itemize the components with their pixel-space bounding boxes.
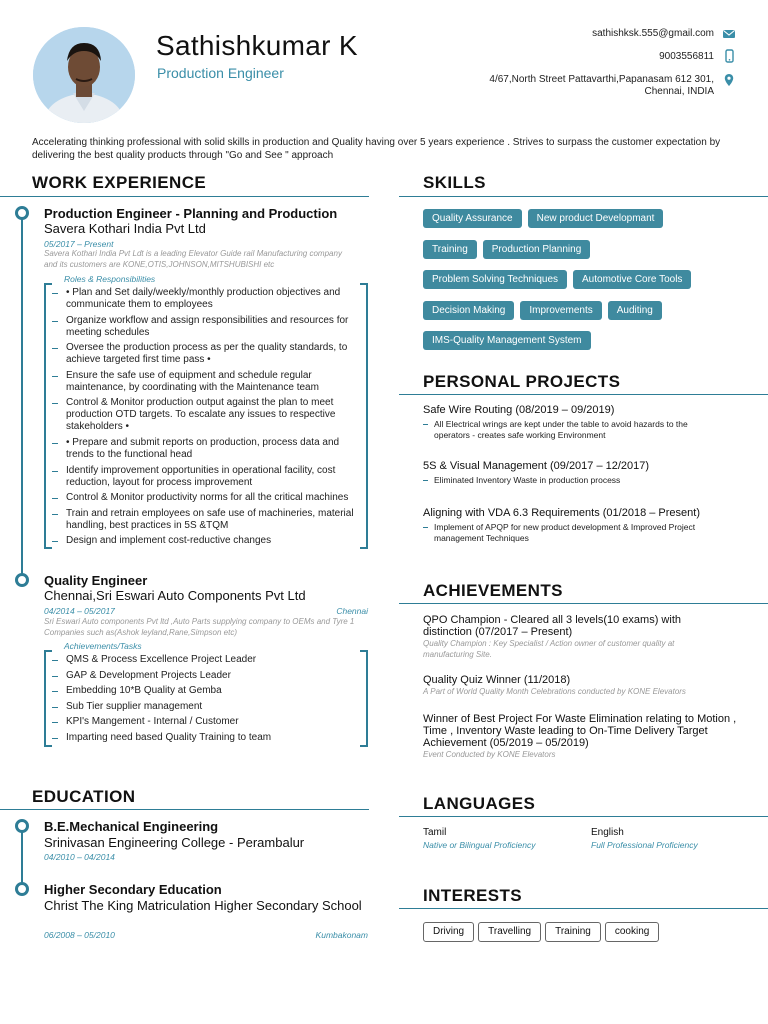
profile-photo	[33, 27, 135, 123]
timeline-dot	[15, 819, 29, 833]
job-description: Savera Kothari India Pvt Ldt is a leading Elevator Guide rail Manufacturing company and its customers are KONE,OTIS,JOHNSON,MITSHUBISHI etc	[44, 249, 342, 269]
job-dates: 05/2017 – Present	[44, 239, 114, 249]
skill-chip: Production Planning	[483, 240, 591, 259]
map-pin-icon	[722, 73, 736, 87]
list-item: Control & Monitor productivity norms for all the critical machines	[52, 492, 356, 504]
job-title: Production Engineer - Planning and Production	[44, 206, 338, 221]
project-title: Safe Wire Routing (08/2019 – 09/2019)	[423, 404, 615, 416]
language-level: Native or Bilingual Proficiency	[423, 840, 536, 850]
list-item: Identify improvement opportunities in operational facility, cost reduction, layout for process improvement	[52, 465, 356, 489]
project-title: Aligning with VDA 6.3 Requirements (01/2018 – Present)	[423, 507, 700, 519]
project-description: All Electrical wrings are kept under the table to avoid hazards to the operators - creates safe working Environment	[423, 419, 723, 440]
job-achievements-list	[44, 650, 368, 747]
skill-chip: Training	[423, 240, 477, 259]
skill-chip: Improvements	[520, 301, 601, 320]
address-line-1: 4/67,North Street Pattavarthi,Papanasam 612 301,	[489, 74, 714, 85]
achievement-description: A Part of World Quality Month Celebrations conducted by KONE Elevators	[423, 687, 686, 696]
language-name: English	[591, 827, 624, 838]
education-school: Srinivasan Engineering College - Perambalur	[44, 835, 305, 850]
interest-chip: Travelling	[478, 922, 541, 942]
job-responsibilities-list	[44, 283, 368, 549]
skills-heading: SKILLS	[423, 173, 486, 192]
job-company: Chennai,Sri Eswari Auto Components Pvt Ltd	[44, 588, 306, 603]
interests-rule	[399, 908, 768, 909]
job-company: Savera Kothari India Pvt Ltd	[44, 221, 206, 236]
list-item: Control & Monitor production output against the plan to meet production OTD targets. To escalate any issues to respective stakeholders •	[52, 397, 356, 433]
project-description: Eliminated Inventory Waste in production process	[423, 475, 723, 486]
achievements-heading: ACHIEVEMENTS	[423, 581, 563, 600]
work-experience-heading: WORK EXPERIENCE	[32, 173, 207, 192]
list-item: • Prepare and submit reports on production, process data and trends to the functional head	[52, 437, 356, 461]
project-description: Implement of APQP for new product development & Improved Project management Techniques	[423, 522, 723, 543]
list-item: KPI's Mangement - Internal / Customer	[52, 716, 356, 728]
job-sub-label: Roles & Responsibilities	[64, 274, 156, 284]
skill-chip: Quality Assurance	[423, 209, 522, 228]
job-location: Chennai	[336, 606, 368, 616]
interest-chip: Training	[545, 922, 601, 942]
education-dates: 04/2010 – 04/2014	[44, 852, 115, 862]
education-location: Kumbakonam	[315, 930, 368, 940]
interest-chip: cooking	[605, 922, 659, 942]
language-name: Tamil	[423, 827, 447, 838]
education-rule	[0, 809, 369, 810]
list-item: Embedding 10*B Quality at Gemba	[52, 685, 356, 697]
job-sub-label: Achievements/Tasks	[64, 641, 142, 651]
address-line-2: Chennai, INDIA	[644, 86, 714, 97]
skills-list	[423, 208, 723, 361]
list-item: Organize workflow and assign responsibilities and resources for meeting schedules	[52, 315, 356, 339]
candidate-name: Sathishkumar K	[156, 30, 358, 61]
projects-rule	[399, 394, 768, 395]
work-experience-rule	[0, 196, 369, 197]
list-item: Ensure the safe use of equipment and schedule regular maintenance, by coordinating with the Maintenance team	[52, 370, 356, 394]
mobile-phone-icon	[722, 49, 736, 63]
education-degree: B.E.Mechanical Engineering	[44, 819, 219, 834]
interest-chip: Driving	[423, 922, 474, 942]
achievement-title: Quality Quiz Winner (11/2018)	[423, 674, 571, 686]
list-item: Design and implement cost-reductive changes	[52, 535, 356, 547]
skill-chip: IMS-Quality Management System	[423, 331, 591, 350]
skill-chip: Problem Solving Techniques	[423, 270, 567, 289]
achievement-title: QPO Champion - Cleared all 3 levels(10 exams) with distinction (07/2017 – Present)	[423, 614, 681, 638]
education-heading: EDUCATION	[32, 787, 136, 806]
list-item: GAP & Development Projects Leader	[52, 670, 356, 682]
timeline-dot	[15, 206, 29, 220]
list-item: • Plan and Set daily/weekly/monthly production objectives and communicate them to employees	[52, 287, 356, 311]
list-item: Imparting need based Quality Training to team	[52, 732, 356, 744]
list-item: Train and retrain employees on safe use of machineries, material handling, best practices in 5S &TQM	[52, 508, 356, 532]
profile-summary: Accelerating thinking professional with solid skills in production and Quality having over 5 years experience . Strives to surpass the customer expectation by delivering the best quality products through "Go and See " approach	[32, 137, 721, 161]
timeline-line	[21, 826, 23, 890]
languages-heading: LANGUAGES	[423, 794, 536, 813]
projects-heading: PERSONAL PROJECTS	[423, 372, 621, 391]
phone-text[interactable]: 9003556811	[659, 51, 714, 62]
skill-chip: Decision Making	[423, 301, 514, 320]
language-level: Full Professional Proficiency	[591, 840, 698, 850]
timeline-dot	[15, 573, 29, 587]
list-item: QMS & Process Excellence Project Leader	[52, 654, 356, 666]
education-school: Christ The King Matriculation Higher Secondary School	[44, 898, 362, 913]
interests-list	[423, 921, 663, 942]
job-title: Quality Engineer	[44, 573, 148, 588]
achievement-description: Event Conducted by KONE Elevators	[423, 750, 556, 759]
education-degree: Higher Secondary Education	[44, 882, 222, 897]
project-title: 5S & Visual Management (09/2017 – 12/2017)	[423, 460, 650, 472]
languages-rule	[399, 816, 768, 817]
interests-heading: INTERESTS	[423, 886, 523, 905]
list-item: Sub Tier supplier management	[52, 701, 356, 713]
list-item: Oversee the production process as per the quality standards, to achieve targeted first time pass •	[52, 342, 356, 366]
achievement-description: Quality Champion : Key Specialist / Action owner of customer quality at manufacturing Site.	[423, 639, 675, 659]
job-description: Sri Eswari Auto components Pvt ltd ,Auto Parts supplying company to OEMs and Tyre 1 Companies such as(Ashok leyland,Rane,Simpson etc)	[44, 617, 355, 637]
email-text[interactable]: sathishksk.555@gmail.com	[592, 28, 714, 39]
achievement-title: Winner of Best Project For Waste Elimination relating to Motion , Time , Inventory Waste leading to On-Time Delivery Target Achievement (05/2019 – 05/2019)	[423, 713, 737, 749]
skill-chip: Automotive Core Tools	[573, 270, 691, 289]
job-dates: 04/2014 – 05/2017	[44, 606, 115, 616]
skill-chip: New product Developmant	[528, 209, 664, 228]
candidate-role: Production Engineer	[157, 65, 284, 81]
timeline-dot	[15, 882, 29, 896]
education-dates: 06/2008 – 05/2010	[44, 930, 115, 940]
skills-rule	[399, 196, 768, 197]
timeline-line	[21, 212, 23, 580]
envelope-icon	[722, 27, 736, 41]
achievements-rule	[399, 603, 768, 604]
skill-chip: Auditing	[608, 301, 662, 320]
